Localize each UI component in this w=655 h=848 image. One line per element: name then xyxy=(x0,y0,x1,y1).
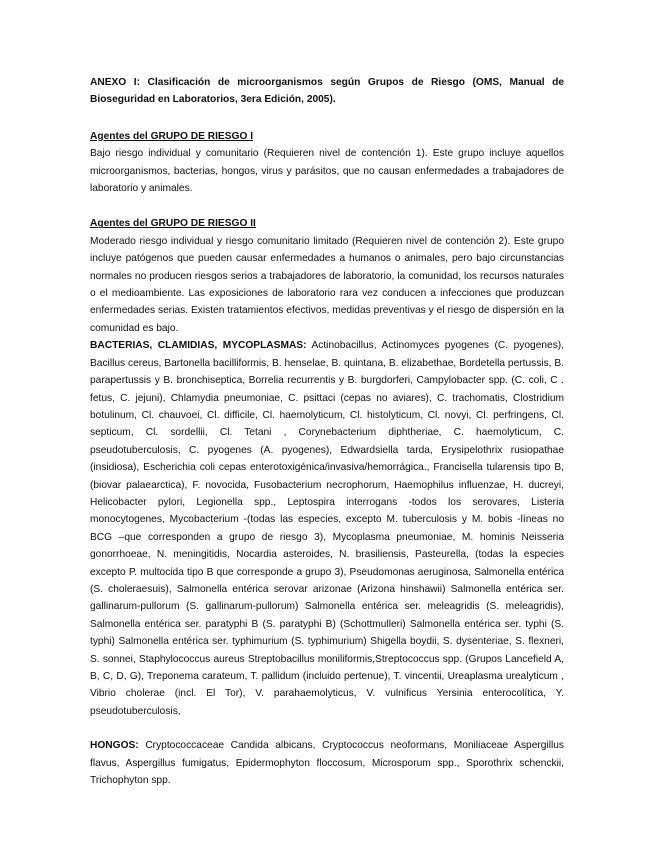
fungi-paragraph xyxy=(90,737,564,789)
bacteria-list: Actinobacillus, Actinomyces pyogenes (C. pyogenes), Bacillus cereus, Bartonella bacilliformis, B. henselae, B. quintana, B. elizabethae, Bordetella pertussis, B. parapertussis y B. bronchiseptica, Borrelia recurrentis y B. burgdorferi, Campylobacter spp. (C. coli, C . fetus, C. jejuni), Chlamydia pneumoniae, C. psittaci (cepas no aviares), C. trachomatis, Clostridium botulinum, Cl. chauvoei, Cl. difficile, Cl. haemolyticum, Cl. histolyticum, Cl. novyi, Cl. perfringens, Cl. septicum, Cl. sordellii, Cl. Tetani , Corynebacterium diphtheriae, C. haemolyticum, C. pseudotuberculosis, C. pyogenes (A. pyogenes), Edwardsiella tarda, Erysipelothrix rusiopathae (insidiosa), Escherichia coli cepas enterotoxigénica/invasiva/hemorrágica., Francisella tularensis tipo B, (biovar palaearctica), F. novocida, Fusobacterium necrophorum, Haemophilus influenzae, H. ducreyi, Helicobacter pylori, Legionella spp., Leptospira interrogans -todos los serovares, Listeria monocytogenes, Mycobacterium -(todas las especies, excepto M. tuberculosis y M. bobis -líneas no BCG –que corresponden a grupo de riesgo 3), Mycoplasma pneumoniae, M. hominis Neisseria gonorrhoeae, N. meningitidis, Nocardia asteroides, N. brasiliensis, Pasteurella, (todas la especies excepto P. multocida tipo B que corresponde a grupo 3), Pseudomonas aeruginosa, Salmonella entérica (S. choleraesuis), Salmonella entérica serovar arizonae (Arizona hinshawii) Salmonella entérica ser. gallinarum-pullorum (S. gallinarum-pullorum) Salmonella entérica ser. meleagridis (S. meleagridis), Salmonella entérica ser. paratyphi B (S. paratyphi B) (Schottmulleri) Salmonella entérica ser. typhi (S. typhi) Salmonella entérica ser. typhimurium (S. typhimurium) Shigella boydii, S. dysenteriae, S. flexneri, S. sonnei, Staphylococcus aureus Streptobacillus moniliformis,Streptococcus spp. (Grupos Lancefield A, B, C, D, G), Treponema carateum, T. pallidum (incluido pertenue), T. vincentii, Ureaplasma urealyticum , Vibrio cholerae (incl. El Tor), V. parahaemolyticus, V. vulnificus Yersinia enterocolítica, Y. pseudotuberculosis, xyxy=(90,340,565,717)
annex-title: ANEXO I: Clasificación de microorganismos según Grupos de Riesgo (OMS, Manual de Bioseguridad en Laboratorios, 3era Edición, 2005). xyxy=(90,77,564,106)
group2-description: Moderado riesgo individual y riesgo comunitario limitado (Requieren nivel de contención 2). Este grupo incluye patógenos que pueden causar enfermedades a humanos o animales, pero bajo circunstancias normales no producen riesgos serios a trabajadores de laboratorio, la comunidad, los recursos naturales o el medioambiente. Las exposiciones de laboratorio rara vez conducen a infecciones que produzcan enfermedades serias. Existen tratamientos efectivos, medidas preventivas y el riesgo de dispersión en la comunidad es bajo. xyxy=(90,235,564,334)
bacteria-label: BACTERIAS, CLAMIDIAS, MYCOPLASMAS: xyxy=(90,340,307,352)
bacteria-paragraph xyxy=(90,337,564,720)
group1-description: Bajo riesgo individual y comunitario (Requieren nivel de contención 1). Este grupo incluye aquellos microorganismos, bacterias, hongos, virus y parásitos, que no causan enfermedades a trabajadores de laboratorio y animales. xyxy=(90,148,564,195)
group1-heading: Agentes del GRUPO DE RIESGO I xyxy=(90,130,254,142)
fungi-list: Cryptococcaceae Candida albicans, Cryptococcus neoformans, Moniliaceae Aspergillus flavus, Aspergillus fumigatus, Epidermophyton floccosum, Microsporum spp., Sporothrix schenckii, Trichophyton spp. xyxy=(90,740,564,787)
document-body xyxy=(90,74,564,789)
fungi-label: HONGOS: xyxy=(90,740,139,752)
group2-heading: Agentes del GRUPO DE RIESGO II xyxy=(90,218,256,230)
